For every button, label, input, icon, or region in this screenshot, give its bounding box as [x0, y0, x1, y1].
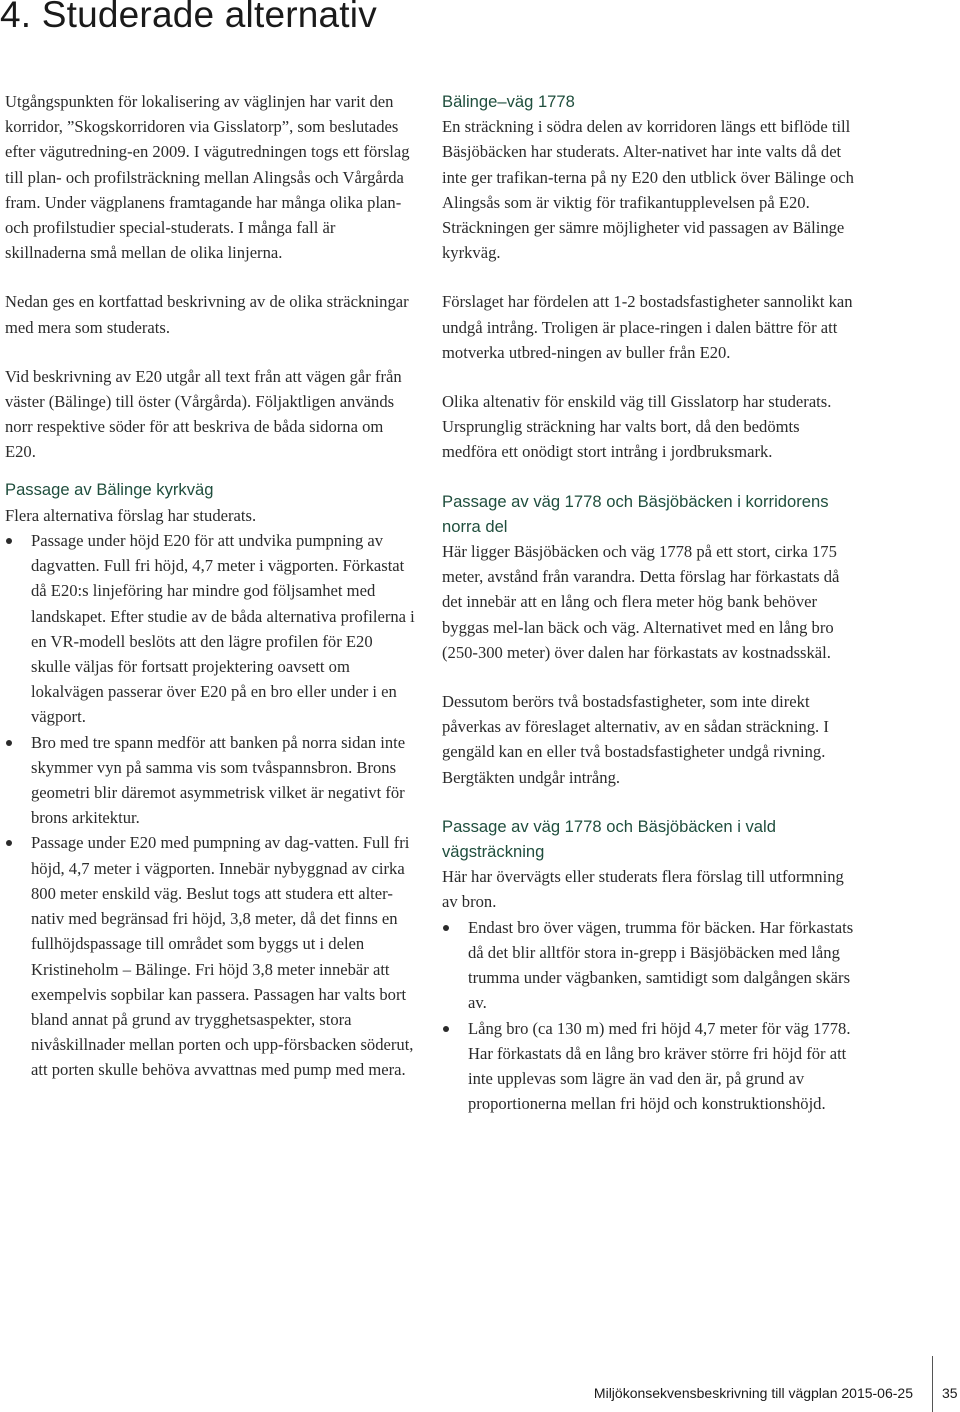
heading-kyrkvag: Passage av Bälinge kyrkväg [5, 479, 214, 499]
heading-balinge: Bälinge–väg 1778 [442, 92, 575, 111]
balinge-paragraph-1: En sträckning i södra delen av korridoren längs ett biflöde till Bäsjöbäcken har studerats. Alter-nativet har inte valts då det inte ger trafikan-terna på ny E20 den utblick över Bälinge och Alingsås som är viktig för trafikantupplevelsen på E20. Sträckningen ger sämre möjligheter vid passagen av Bälinge kyrkväg. [442, 117, 854, 263]
heading-norra-delen: Passage av väg 1778 och Bäsjöbäcken i korridorens norra del [442, 491, 829, 536]
intro-paragraph-1: Utgångspunkten för lokalisering av väglinjen har varit den korridor, ”Skogskorridoren via Gisslatorp”, som beslutades efter vägutredning-en 2009. I vägutredningen togs ett förslag till plan- och profilsträckning mellan Alingsås och Vårgårda fram. Under vägplanens framtagande har många olika plan- och profilstudier special-studerats. I många fall är skillnaderna små mellan de olika linjerna. [5, 92, 410, 263]
vald-lead: Här har övervägts eller studerats flera förslag till utformning av bron. [442, 867, 844, 912]
list-item: Bro med tre spann medför att banken på norra sidan inte skymmer vyn på samma vis som tvåspannsbron. Brons geometri blir däremot asymmetrisk vilket är negativt för brons arkitektur. [5, 730, 415, 831]
list-item: Passage under höjd E20 för att undvika pumpning av dagvatten. Full fri höjd, 4,7 meter i vägporten. Förkastat då E20:s linjeföring har mindre god följsamhet med landskapet. Efter studie av de båda alternativa profilerna i en VR-modell beslöts att den lägre profilen för E20 skulle väljas för fortsatt projektering oavsett om lokalvägen passerar över E20 på en bro eller under i en vägport. [5, 528, 415, 730]
balinge-paragraph-3: Olika altenativ för enskild väg till Gisslatorp har studerats. Ursprunglig sträckning har valts bort, då den bedömts medföra ett onödigt stort intrång i jordbruksmark. [442, 392, 832, 462]
vald-bullet-list [442, 915, 857, 1117]
list-item: Endast bro över vägen, trumma för bäcken. Har förkastats då det blir alltför stora in-grepp i Bäsjöbäcken med lång trumma under vägbanken, samtidigt som dalgången skärs av. [442, 915, 857, 1016]
intro-paragraph-3: Vid beskrivning av E20 utgår all text från att vägen går från väster (Bälinge) till öster (Vårgårda). Följaktligen används norr respektive söder för att beskriva de båda sidorna om E20. [5, 366, 402, 462]
footer-document-title: Miljökonsekvensbeskrivning till vägplan 2015-06-25 [593, 1385, 913, 1401]
kyrkvag-bullet-list [5, 528, 415, 1082]
left-column [5, 89, 415, 1083]
heading-vald-vagstrackning: Passage av väg 1778 och Bäsjöbäcken i vald vägsträckning [442, 816, 776, 862]
kyrkvag-lead: Flera alternativa förslag har studerats. [5, 505, 257, 525]
list-item: Lång bro (ca 130 m) med fri höjd 4,7 meter för väg 1778. Har förkastats då en lång bro kräver större fri höjd för att inte upplevas som lägre än vad den är, på grund av proportionerna mellan fri höjd och konstruktionshöjd. [442, 1016, 857, 1117]
footer-divider [932, 1356, 933, 1412]
right-column [442, 89, 857, 1116]
chapter-title: 4. Studerade alternativ [0, 0, 377, 35]
norra-paragraph-2: Dessutom berörs två bostadsfastigheter, som inte direkt påverkas av föreslaget alternativ, av en sådan sträckning. I gengäld kan en eller två bostadsfastigheter undgå rivning. Bergtäkten undgår intrång. [442, 692, 829, 787]
balinge-paragraph-2: Förslaget har fördelen att 1-2 bostadsfastigheter sannolikt kan undgå intrång. Troligen är place-ringen i dalen bättre för att motverka utbred-ningen av buller från E20. [442, 292, 853, 362]
norra-paragraph-1: Här ligger Bäsjöbäcken och väg 1778 på ett stort, cirka 175 meter, avstånd från varandra. Detta förslag har förkastats då det innebär att en lång och flera meter hög bank behöver byggas mel-lan bäck och väg. Alternativet med en lång bro (250-300 meter) över dalen har förkastats av kostnadsskäl. [442, 542, 840, 662]
page-number: 35 [942, 1385, 958, 1401]
intro-paragraph-2: Nedan ges en kortfattad beskrivning av de olika sträckningar med mera som studerats. [5, 292, 409, 337]
list-item: Passage under E20 med pumpning av dag-vatten. Full fri höjd, 4,7 meter i vägporten. Innebär nybyggnad av cirka 800 meter enskild väg. Beslut togs att studera ett alter-nativ med begränsad fri höjd, 3,8 meter, då det finns en fullhöjdspassage till området som byggs ut i delen Kristineholm – Bälinge. Fri höjd 3,8 meter innebär att exempelvis sopbilar kan passera. Passagen har valts bort bland annat på grund av trygghetsaspekter, stora nivåskillnader mellan porten och upp-försbacken söderut, att porten skulle behöva avvattnas med pump med mera. [5, 830, 415, 1082]
